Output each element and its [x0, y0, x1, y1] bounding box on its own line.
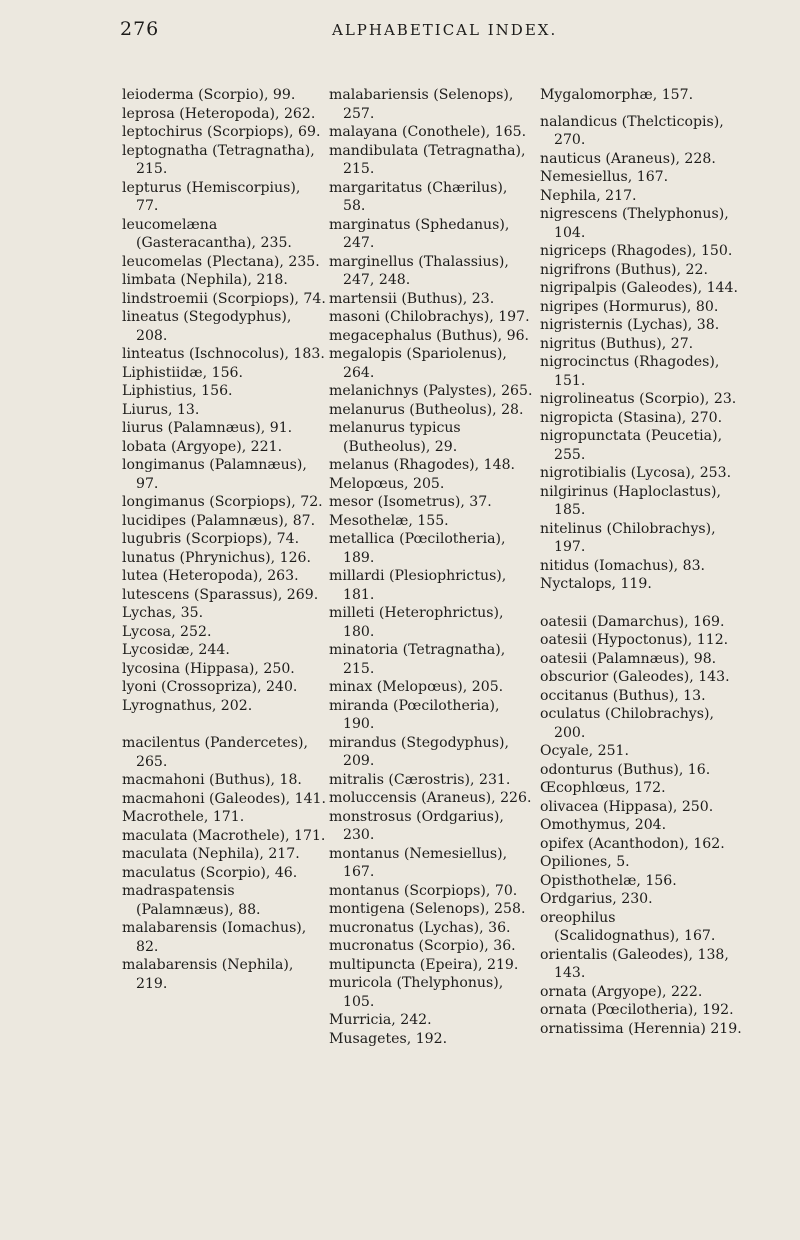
index-entry: Lyrognathus, 202.	[122, 697, 253, 714]
index-entry: Opiliones, 5.	[540, 854, 630, 870]
index-entry: mesor (Isometrus), 37.	[329, 494, 492, 510]
index-entry: mirandus (Stegodyphus), 209.	[329, 734, 509, 769]
index-column-2	[329, 86, 534, 1048]
index-entry: leucomelas (Plectana), 235.	[122, 253, 320, 270]
index-entry: Liurus, 13.	[122, 401, 200, 418]
index-entry: marginatus (Sphedanus), 247.	[329, 216, 510, 251]
index-entry: lindstroemii (Scorpiops), 74.	[122, 290, 326, 307]
index-entry: nigropicta (Stasina), 270.	[540, 409, 723, 426]
index-entry: leioderma (Scorpio), 99.	[122, 87, 296, 103]
index-entry: multipuncta (Epeira), 219.	[329, 956, 519, 973]
index-entry: Liphistiidæ, 156.	[122, 364, 243, 381]
index-entry: marginellus (Thalassius), 247, 248.	[329, 253, 509, 288]
index-entry: muricola (Thelyphonus), 105.	[329, 975, 504, 1010]
index-entry: mucronatus (Lychas), 36.	[329, 919, 511, 936]
index-entry: Lychas, 35.	[122, 605, 204, 621]
index-entry: metallica (Pœcilotheria), 189.	[329, 531, 506, 566]
index-entry: Mesothelæ, 155.	[329, 512, 449, 529]
index-entry: nauticus (Araneus), 228.	[540, 150, 716, 167]
index-entry: martensii (Buthus), 23.	[329, 290, 495, 307]
index-entry: ornata (Argyope), 222.	[540, 983, 703, 1000]
index-entry: opifex (Acanthodon), 162.	[540, 835, 725, 852]
index-entry: lyoni (Crossopriza), 240.	[122, 679, 298, 695]
index-entry: Ocyale, 251.	[540, 743, 630, 759]
index-entry: maculata (Nephila), 217.	[122, 846, 300, 862]
index-entry: melanus (Rhagodes), 148.	[329, 457, 516, 473]
index-entry: mitralis (Cærostris), 231.	[329, 771, 511, 788]
index-entry: Opisthothelæ, 156.	[540, 872, 677, 889]
index-entry: lunatus (Phrynichus), 126.	[122, 549, 311, 566]
index-entry: Musagetes, 192.	[329, 1030, 448, 1047]
index-entry: nigrifrons (Buthus), 22.	[540, 261, 708, 278]
index-entry: nigrocinctus (Rhagodes), 151.	[540, 354, 720, 389]
letter-group-gap	[540, 594, 745, 613]
index-entry: Murricia, 242.	[329, 1012, 432, 1028]
index-entry: mandibulata (Tetragnatha), 215.	[329, 142, 526, 177]
index-entry: megacephalus (Buthus), 96.	[329, 327, 530, 344]
index-entry: oreophilus (Scalidognathus), 167.	[540, 909, 716, 944]
index-entry: leptochirus (Scorpiops), 69.	[122, 124, 321, 140]
index-entry: Lycosa, 252.	[122, 623, 212, 640]
index-entry: oatesii (Palamnæus), 98.	[540, 650, 717, 667]
index-entry: milleti (Heterophrictus), 180.	[329, 605, 504, 640]
index-entry: nigrescens (Thelyphonus), 104.	[540, 206, 729, 241]
index-entry: nigrolineatus (Scorpio), 23.	[540, 391, 737, 407]
letter-group-gap	[122, 715, 327, 734]
index-entry: occitanus (Buthus), 13.	[540, 687, 706, 704]
index-entry: minatoria (Tetragnatha), 215.	[329, 642, 506, 677]
index-entry: nigristernis (Lychas), 38.	[540, 317, 720, 333]
index-entry: Macrothele, 171.	[122, 809, 245, 825]
index-entry: lutescens (Sparassus), 269.	[122, 586, 319, 603]
index-entry: macmahoni (Buthus), 18.	[122, 772, 302, 788]
index-entry: longimanus (Scorpiops), 72.	[122, 494, 323, 510]
index-entry: margaritatus (Chærilus), 58.	[329, 179, 508, 214]
index-entry: Nephila, 217.	[540, 187, 637, 204]
running-title: ALPHABETICAL INDEX.	[332, 21, 558, 39]
index-entry: macmahoni (Galeodes), 141.	[122, 790, 326, 807]
index-entry: maculatus (Scorpio), 46.	[122, 864, 298, 881]
index-entry: limbata (Nephila), 218.	[122, 272, 288, 288]
index-entry: melanurus typicus (Butheolus), 29.	[329, 420, 461, 455]
index-entry: lycosina (Hippasa), 250.	[122, 660, 295, 677]
index-entry: megalopis (Spariolenus), 264.	[329, 346, 507, 381]
index-entry: mucronatus (Scorpio), 36.	[329, 938, 516, 954]
index-entry: madraspatensis (Palamnæus), 88.	[122, 883, 261, 918]
index-entry: oculatus (Chilobrachys), 200.	[540, 706, 714, 741]
index-entry: lepturus (Hemiscorpius), 77.	[122, 179, 301, 214]
index-entry: maculata (Macrothele), 171.	[122, 827, 326, 844]
index-entry: malayana (Conothele), 165.	[329, 124, 527, 140]
index-entry: longimanus (Palamnæus), 97.	[122, 457, 307, 492]
index-entry: lobata (Argyope), 221.	[122, 438, 283, 455]
index-entry: obscurior (Galeodes), 143.	[540, 669, 730, 685]
index-entry: ornata (Pœcilotheria), 192.	[540, 1002, 734, 1018]
index-entry: Mygalomorphæ, 157.	[540, 87, 694, 103]
index-entry: nigripes (Hormurus), 80.	[540, 298, 719, 315]
index-entry: oatesii (Damarchus), 169.	[540, 613, 725, 630]
index-entry: montanus (Nemesiellus), 167.	[329, 845, 508, 880]
index-entry: montanus (Scorpiops), 70.	[329, 882, 518, 899]
index-entry: Lycosidæ, 244.	[122, 642, 230, 658]
index-entry: lugubris (Scorpiops), 74.	[122, 531, 300, 547]
index-entry: malabarensis (Iomachus), 82.	[122, 920, 307, 955]
index-entry: malabarensis (Nephila), 219.	[122, 957, 294, 992]
index-entry: leprosa (Heteropoda), 262.	[122, 105, 316, 122]
index-entry: miranda (Pœcilotheria), 190.	[329, 697, 500, 732]
index-entry: melanichnys (Palystes), 265.	[329, 383, 533, 399]
index-entry: leucomelæna (Gasteracantha), 235.	[122, 216, 292, 251]
index-entry: Ordgarius, 230.	[540, 891, 653, 907]
index-entry: nigritus (Buthus), 27.	[540, 335, 694, 352]
page-number: 276	[120, 18, 160, 40]
index-entry: nilgirinus (Haploclastus), 185.	[540, 483, 721, 518]
index-entry: nitidus (Iomachus), 83.	[540, 557, 706, 574]
index-entry: montigena (Selenops), 258.	[329, 901, 526, 917]
index-entry: nigriceps (Rhagodes), 150.	[540, 243, 733, 259]
index-entry: nigrotibialis (Lycosa), 253.	[540, 465, 732, 481]
index-entry: leptognatha (Tetragnatha), 215.	[122, 142, 315, 177]
index-entry: liurus (Palamnæus), 91.	[122, 420, 293, 436]
index-entry: minax (Melopœus), 205.	[329, 679, 504, 695]
index-entry: lineatus (Stegodyphus), 208.	[122, 309, 292, 344]
index-entry: Nyctalops, 119.	[540, 576, 652, 592]
index-entry: lucidipes (Palamnæus), 87.	[122, 512, 316, 529]
index-entry: ornatissima (Herennia) 219.	[540, 1020, 742, 1037]
index-entry: odonturus (Buthus), 16.	[540, 761, 711, 778]
index-entry: masoni (Chilobrachys), 197.	[329, 309, 530, 325]
index-entry: moluccensis (Araneus), 226.	[329, 790, 532, 806]
index-entry: millardi (Plesiophrictus), 181.	[329, 568, 507, 603]
index-entry: nigropunctata (Peucetia), 255.	[540, 428, 723, 463]
index-column-3	[540, 86, 745, 1038]
index-entry: oatesii (Hypoctonus), 112.	[540, 632, 729, 648]
index-entry: Nemesiellus, 167.	[540, 169, 669, 185]
index-entry: nigripalpis (Galeodes), 144.	[540, 280, 738, 296]
index-column-1	[122, 86, 327, 993]
index-entry: olivacea (Hippasa), 250.	[540, 798, 714, 815]
index-entry: linteatus (Ischnocolus), 183.	[122, 346, 325, 362]
index-entry: nitelinus (Chilobrachys), 197.	[540, 520, 716, 555]
index-entry: monstrosus (Ordgarius), 230.	[329, 808, 504, 843]
index-entry: lutea (Heteropoda), 263.	[122, 568, 299, 584]
index-entry: macilentus (Pandercetes), 265.	[122, 735, 308, 770]
index-entry: orientalis (Galeodes), 138, 143.	[540, 946, 729, 981]
index-entry: malabariensis (Selenops), 257.	[329, 87, 514, 122]
page-header	[0, 18, 800, 44]
index-entry: nalandicus (Thelcticopis), 270.	[540, 113, 724, 148]
index-entry: Œcophlœus, 172.	[540, 780, 666, 796]
index-entry: Liphistius, 156.	[122, 383, 233, 399]
index-entry: melanurus (Butheolus), 28.	[329, 401, 524, 418]
index-entry: Melopœus, 205.	[329, 475, 445, 492]
letter-group-gap	[540, 105, 745, 113]
index-entry: Omothymus, 204.	[540, 817, 667, 833]
